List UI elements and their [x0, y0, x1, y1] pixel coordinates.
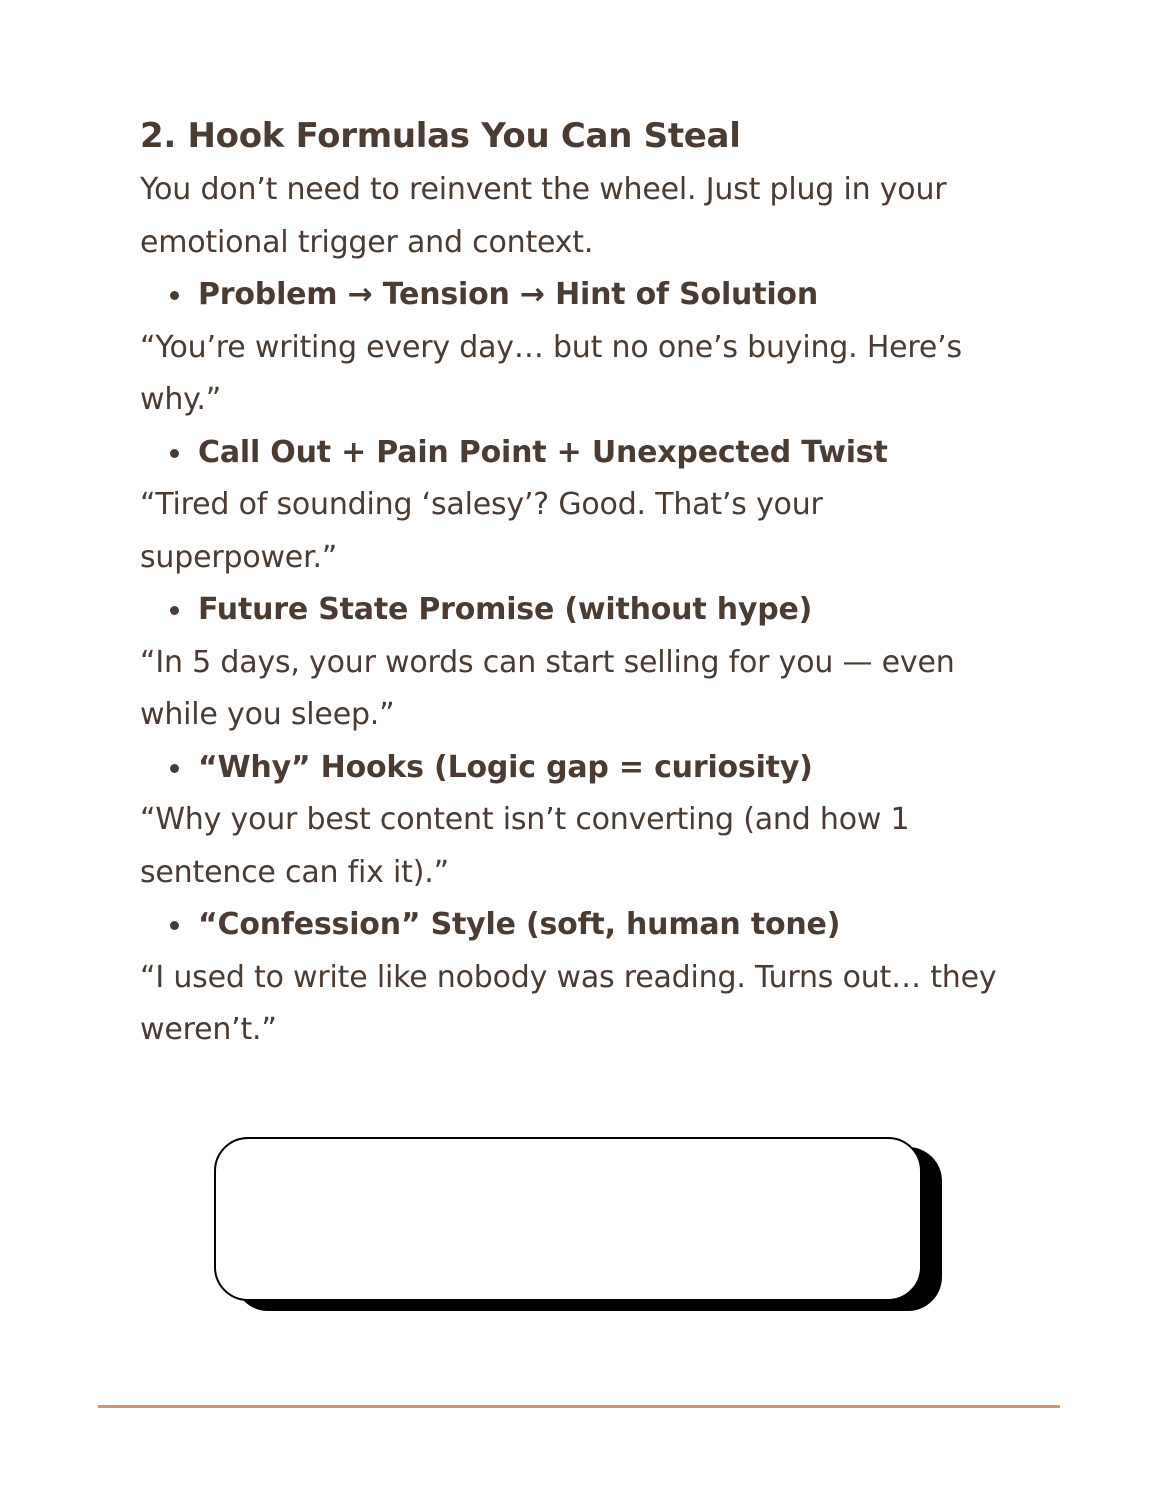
- formula-title: [140, 899, 1020, 952]
- bullet-icon: [170, 921, 179, 930]
- formula-title-text: Future State Promise (without hype): [198, 592, 813, 627]
- bullet-icon: [170, 764, 179, 773]
- formula-title: [140, 742, 1020, 795]
- formula-item: [140, 899, 1020, 1057]
- bullet-icon: [170, 606, 179, 615]
- formula-example: “In 5 days, your words can start selling for you — even while you sleep.”: [140, 644, 955, 732]
- empty-callout-box: [214, 1137, 922, 1301]
- bullet-icon: [170, 291, 179, 300]
- document-content: [140, 108, 1020, 1057]
- formula-example: “Tired of sounding ‘salesy’? Good. That’s your superpower.”: [140, 487, 823, 575]
- formula-item: [140, 269, 1020, 427]
- formula-title: [140, 584, 1020, 637]
- formula-example: “You’re writing every day… but no one’s buying. Here’s why.”: [140, 329, 962, 417]
- formula-item: [140, 427, 1020, 585]
- formula-example: “Why your best content isn’t converting (and how 1 sentence can fix it).”: [140, 802, 910, 890]
- section-intro: You don’t need to reinvent the wheel. Just plug in your emotional trigger and context.: [140, 172, 947, 260]
- formula-title: [140, 427, 1020, 480]
- formula-list: [140, 269, 1020, 1057]
- formula-item: [140, 742, 1020, 900]
- formula-example: “I used to write like nobody was reading. Turns out… they weren’t.”: [140, 959, 997, 1047]
- formula-title: [140, 269, 1020, 322]
- formula-title-text: Call Out + Pain Point + Unexpected Twist: [198, 434, 888, 470]
- footer-divider: [98, 1405, 1060, 1408]
- formula-title-text: “Why” Hooks (Logic gap = curiosity): [198, 749, 813, 785]
- formula-title-text: “Confession” Style (soft, human tone): [198, 907, 841, 942]
- formula-item: [140, 584, 1020, 742]
- section-title: 2. Hook Formulas You Can Steal: [140, 116, 741, 156]
- bullet-icon: [170, 449, 179, 458]
- formula-title-text: Problem → Tension → Hint of Solution: [198, 277, 818, 312]
